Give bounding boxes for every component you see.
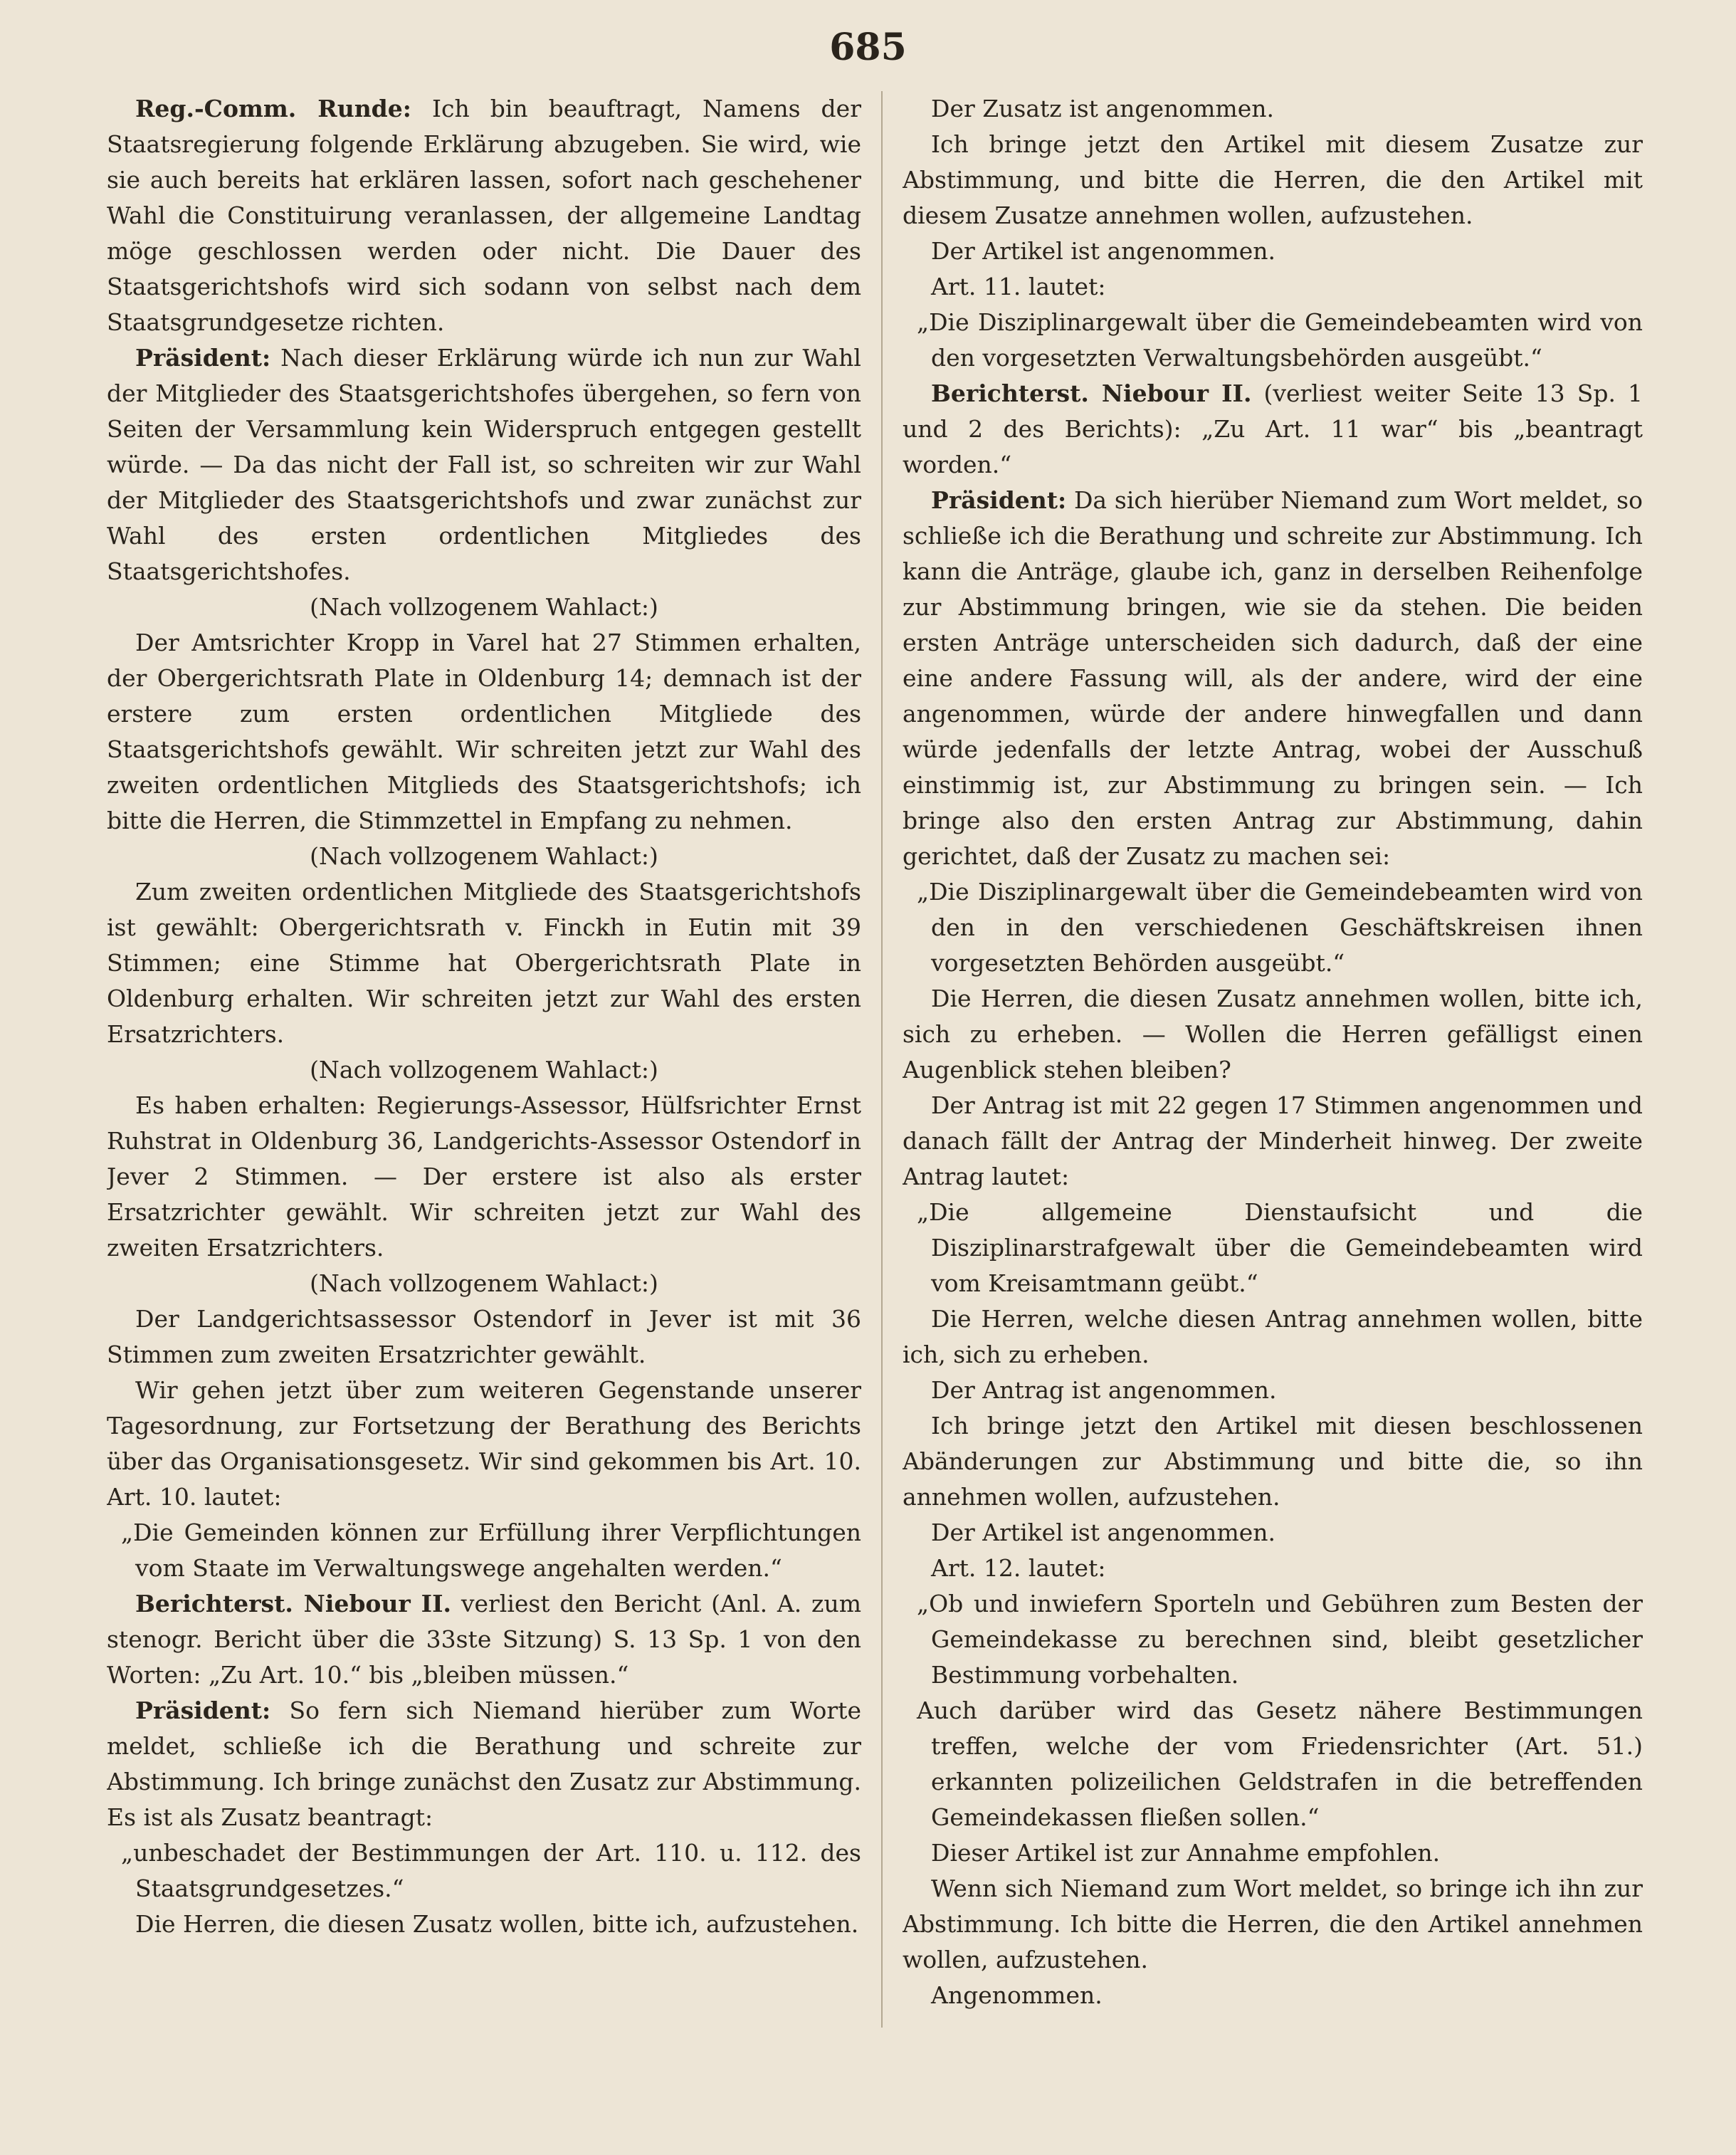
paragraph [903, 1515, 1643, 1551]
quoted-article-text [107, 1515, 861, 1586]
paragraph-text: Ich bringe jetzt den Artikel mit diesem Zusatze zur Abstimmung, und bitte die Herren, die den Artikel mit diesem Zusatze annehmen wollen, aufzustehen. [903, 130, 1643, 229]
paragraph-text: Der Zusatz ist angenommen. [931, 95, 1274, 122]
paragraph [903, 1373, 1643, 1408]
paragraph-text: (Nach vollzogenem Wahlact:) [310, 1056, 658, 1084]
paragraph [903, 127, 1643, 234]
paragraph [903, 1978, 1643, 2013]
paragraph-text: Nach dieser Erklärung würde ich nun zur Wahl der Mitglieder des Staatsgerichtshofes übergehen, so fern von Seiten der Versammlung kein Widerspruch entgegen gestellt würde. — Da das nicht der Fall ist, so schreiten wir zur Wahl der Mitglieder des Staatsgerichtshofs und zwar zunächst zur Wahl des ersten ordentlichen Mitgliedes des Staatsgerichtshofes. [107, 344, 861, 585]
right-column [903, 91, 1643, 2141]
paragraph-text: „unbeschadet der Bestimmungen der Art. 110. u. 112. des Staatsgrundgesetzes.“ [121, 1839, 861, 1902]
speaker-name: Präsident: [135, 344, 271, 372]
paragraph-text: So fern sich Niemand hierüber zum Worte meldet, schließe ich die Berathung und schreite zur Abstimmung. Ich bringe zunächst den Zusatz zur Abstimmung. Es ist als Zusatz beantragt: [107, 1697, 861, 1831]
paragraph-text: „Die Disziplinargewalt über die Gemeindebeamten wird von den in den verschiedenen Geschäftskreisen ihnen vorgesetzten Behörden ausgeübt.“ [917, 878, 1643, 977]
speaker-name: Präsident: [135, 1697, 271, 1724]
paragraph-text: Die Herren, die diesen Zusatz annehmen wollen, bitte ich, sich zu erheben. — Wollen die Herren gefälligst einen Augenblick stehen bleiben? [903, 985, 1643, 1084]
paragraph [903, 1835, 1643, 1871]
paragraph [107, 340, 861, 589]
paragraph [903, 269, 1643, 305]
paragraph [107, 1693, 861, 1835]
paragraph-text: Auch darüber wird das Gesetz nähere Bestimmungen treffen, welche der vom Friedensrichter (Art. 51.) erkannten polizeilichen Geldstrafen in die betreffenden Gemeindekassen fließen sollen.“ [917, 1697, 1643, 1831]
quoted-article-text [903, 1586, 1643, 1693]
paragraph [903, 483, 1643, 874]
paragraph-text: Der Artikel ist angenommen. [931, 1519, 1276, 1546]
paragraph [903, 376, 1643, 483]
paragraph [903, 1088, 1643, 1195]
paragraph [107, 1301, 861, 1373]
paragraph-text: Der Antrag ist angenommen. [931, 1376, 1277, 1404]
paragraph-text: (Nach vollzogenem Wahlact:) [310, 842, 658, 870]
paragraph-text: Ich bin beauftragt, Namens der Staatsregierung folgende Erklärung abzugeben. Sie wird, wie sie auch bereits hat erklären lassen, sofort nach geschehener Wahl die Constituirung veranlassen, der allgemeine Landtag möge geschlossen werden oder nicht. Die Dauer des Staatsgerichtshofs wird sich sodann von selbst nach dem Staatsgrundgesetze richten. [107, 95, 861, 336]
paragraph [107, 1088, 861, 1266]
paragraph-text: Art. 11. lautet: [931, 273, 1106, 300]
paragraph-text: Der Landgerichtsassessor Ostendorf in Jever ist mit 36 Stimmen zum zweiten Ersatzrichter gewählt. [107, 1305, 861, 1368]
paragraph-text: Der Antrag ist mit 22 gegen 17 Stimmen angenommen und danach fällt der Antrag der Minderheit hinweg. Der zweite Antrag lautet: [903, 1091, 1643, 1190]
paragraph-text: „Ob und inwiefern Sporteln und Gebühren zum Besten der Gemeindekasse zu berechnen sind, bleibt gesetzlicher Bestimmung vorbehalten. [917, 1590, 1643, 1689]
page-number: 685 [829, 26, 907, 69]
paragraph [107, 91, 861, 340]
paragraph [903, 1301, 1643, 1373]
paragraph-text: Da sich hierüber Niemand zum Wort meldet, so schließe ich die Berathung und schreite zur Abstimmung. Ich kann die Anträge, glaube ich, ganz in derselben Reihenfolge zur Abstimmung bringen, wie sie da stehen. Die beiden ersten Anträge unterscheiden sich dadurch, daß der eine eine andere Fassung will, als der andere, wird der eine angenommen, würde der andere hinwegfallen und dann würde jedenfalls der letzte Antrag, wobei der Ausschuß einstimmig ist, zur Abstimmung zu bringen sein. — Ich bringe also den ersten Antrag zur Abstimmung, dahin gerichtet, daß der Zusatz zu machen sei: [903, 486, 1643, 870]
paragraph [903, 1871, 1643, 1978]
speaker-name: Berichterst. Niebour II. [931, 379, 1252, 407]
paragraph [107, 1907, 861, 1942]
procedural-note [107, 589, 861, 625]
paragraph [107, 1373, 861, 1515]
paragraph [903, 234, 1643, 269]
paragraph [903, 1408, 1643, 1515]
quoted-article-text [903, 1693, 1643, 1835]
quoted-article-text [107, 1835, 861, 1907]
paragraph-text: Wenn sich Niemand zum Wort meldet, so bringe ich ihn zur Abstimmung. Ich bitte die Herren, die den Artikel annehmen wollen, aufzustehen. [903, 1875, 1643, 1973]
procedural-note [107, 839, 861, 874]
paragraph [903, 1551, 1643, 1586]
paragraph-text: Art. 12. lautet: [931, 1554, 1106, 1582]
paragraph-text: „Die allgemeine Dienstaufsicht und die Disziplinarstrafgewalt über die Gemeindebeamten wird vom Kreisamtmann geübt.“ [917, 1198, 1643, 1297]
paragraph-text: (verliest weiter Seite 13 Sp. 1 und 2 des Berichts): „Zu Art. 11 war“ bis „beantragt worden.“ [903, 379, 1643, 478]
speaker-name: Präsident: [931, 486, 1067, 514]
paragraph-text: Zum zweiten ordentlichen Mitgliede des Staatsgerichtshofs ist gewählt: Obergerichtsrath v. Finckh in Eutin mit 39 Stimmen; eine Stimme hat Obergerichtsrath Plate in Oldenburg erhalten. Wir schreiten jetzt zur Wahl des ersten Ersatzrichters. [107, 878, 861, 1048]
paragraph-text: „Die Gemeinden können zur Erfüllung ihrer Verpflichtungen vom Staate im Verwaltungswege angehalten werden.“ [121, 1519, 861, 1582]
paragraph-text: (Nach vollzogenem Wahlact:) [310, 1269, 658, 1297]
quoted-article-text [903, 1195, 1643, 1301]
paragraph [903, 91, 1643, 127]
paragraph-text: Der Artikel ist angenommen. [931, 237, 1276, 265]
column-divider [881, 91, 883, 2028]
paragraph [107, 1586, 861, 1693]
paragraph-text: (Nach vollzogenem Wahlact:) [310, 593, 658, 621]
speaker-name: Reg.-Comm. Runde: [135, 95, 411, 122]
paragraph-text: Die Herren, die diesen Zusatz wollen, bitte ich, aufzustehen. [135, 1910, 859, 1938]
paragraph [107, 625, 861, 839]
paragraph-text: Es haben erhalten: Regierungs-Assessor, Hülfsrichter Ernst Ruhstrat in Oldenburg 36, Landgerichts-Assessor Ostendorf in Jever 2 Stimmen. — Der erstere ist also als erster Ersatzrichter gewählt. Wir schreiten jetzt zur Wahl des zweiten Ersatzrichters. [107, 1091, 861, 1262]
quoted-article-text [903, 874, 1643, 981]
paragraph-text: Ich bringe jetzt den Artikel mit diesen beschlossenen Abänderungen zur Abstimmung und bitte die, so ihn annehmen wollen, aufzustehen. [903, 1412, 1643, 1511]
procedural-note [107, 1052, 861, 1088]
speaker-name: Berichterst. Niebour II. [135, 1590, 451, 1617]
left-column [107, 91, 861, 2141]
paragraph-text: Dieser Artikel ist zur Annahme empfohlen. [931, 1839, 1441, 1867]
paragraph-text: Wir gehen jetzt über zum weiteren Gegenstande unserer Tagesordnung, zur Fortsetzung der Berathung des Berichts über das Organisationsgesetz. Wir sind gekommen bis Art. 10. Art. 10. lautet: [107, 1376, 861, 1511]
procedural-note [107, 1266, 861, 1301]
paragraph-text: Angenommen. [931, 1981, 1103, 2009]
paragraph [107, 874, 861, 1052]
paragraph-text: Der Amtsrichter Kropp in Varel hat 27 Stimmen erhalten, der Obergerichtsrath Plate in Oldenburg 14; demnach ist der erstere zum ersten ordentlichen Mitgliede des Staatsgerichtshofs gewählt. Wir schreiten jetzt zur Wahl des zweiten ordentlichen Mitglieds des Staatsgerichtshofs; ich bitte die Herren, die Stimmzettel in Empfang zu nehmen. [107, 629, 861, 834]
paragraph-text: Die Herren, welche diesen Antrag annehmen wollen, bitte ich, sich zu erheben. [903, 1305, 1643, 1368]
paragraph-text: „Die Disziplinargewalt über die Gemeindebeamten wird von den vorgesetzten Verwaltungsbehörden ausgeübt.“ [917, 308, 1643, 372]
quoted-article-text [903, 305, 1643, 376]
paragraph [903, 981, 1643, 1088]
paragraph-text: verliest den Bericht (Anl. A. zum stenogr. Bericht über die 33ste Sitzung) S. 13 Sp. 1 von den Worten: „Zu Art. 10.“ bis „bleiben müssen.“ [107, 1590, 861, 1689]
